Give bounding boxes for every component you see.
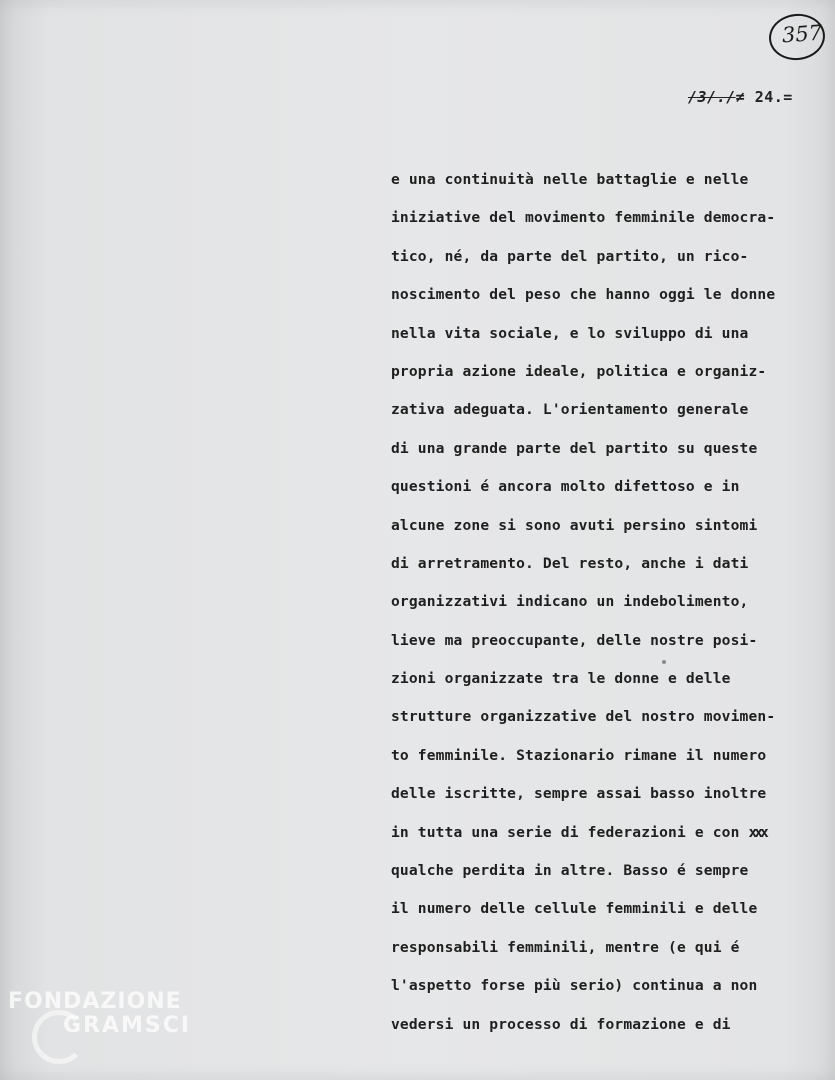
text-line: zioni organizzate tra le donne e delle bbox=[391, 670, 731, 688]
text-line: organizzativi indicano un indebolimento, bbox=[391, 593, 749, 611]
text-line: qualche perdita in altre. Basso é sempre bbox=[391, 862, 749, 880]
text-line: nella vita sociale, e lo sviluppo di una bbox=[391, 324, 749, 342]
text-line: to femminile. Stazionario rimane il numero bbox=[391, 746, 767, 764]
text-line: il numero delle cellule femminili e delle bbox=[391, 900, 758, 918]
text-line-content: in tutta una serie di federazioni e con bbox=[391, 823, 749, 841]
text-line: propria azione ideale, politica e organiz- bbox=[391, 362, 767, 380]
text-line: alcune zone si sono avuti persino sintomi bbox=[391, 516, 758, 534]
text-line: e una continuità nelle battaglie e nelle bbox=[391, 171, 749, 188]
watermark-line-2: GRAMSCI bbox=[63, 1013, 192, 1038]
text-line: responsabili femminili, mentre (e qui é bbox=[391, 938, 740, 956]
text-line: lieve ma preoccupante, delle nostre posi- bbox=[391, 631, 758, 649]
folio-struck-number: /3/./ bbox=[688, 88, 736, 106]
typed-folio bbox=[688, 88, 793, 106]
text-line-with-overtype bbox=[391, 823, 821, 861]
text-line: iniziative del movimento femminile democra- bbox=[391, 209, 776, 227]
handwritten-page-number: 357 bbox=[781, 20, 823, 48]
text-line: questioni é ancora molto difettoso e in bbox=[391, 478, 740, 496]
text-line: l'aspetto forse più serio) continua a non bbox=[391, 977, 758, 995]
folio-separator: ≠ bbox=[735, 88, 755, 106]
text-line: zativa adeguata. L'orientamento generale bbox=[391, 401, 749, 419]
text-line: di arretramento. Del resto, anche i dati bbox=[391, 554, 749, 572]
overtyped-mark: xxx bbox=[748, 823, 766, 841]
ink-smudge bbox=[662, 660, 666, 664]
text-line: noscimento del peso che hanno oggi le donne bbox=[391, 286, 776, 304]
text-line: delle iscritte, sempre assai basso inoltre bbox=[391, 785, 767, 803]
text-line: vedersi un processo di formazione e di bbox=[391, 1015, 731, 1033]
archive-watermark bbox=[8, 990, 191, 1038]
text-line: di una grande parte del partito su queste bbox=[391, 439, 758, 457]
folio-number: 24.= bbox=[754, 88, 793, 106]
text-line: strutture organizzative del nostro movimen- bbox=[391, 708, 776, 726]
watermark-line-1: FONDAZIONE bbox=[8, 989, 182, 1014]
text-line: tico, né, da parte del partito, un rico- bbox=[391, 247, 749, 265]
typed-body-text bbox=[391, 170, 821, 1053]
